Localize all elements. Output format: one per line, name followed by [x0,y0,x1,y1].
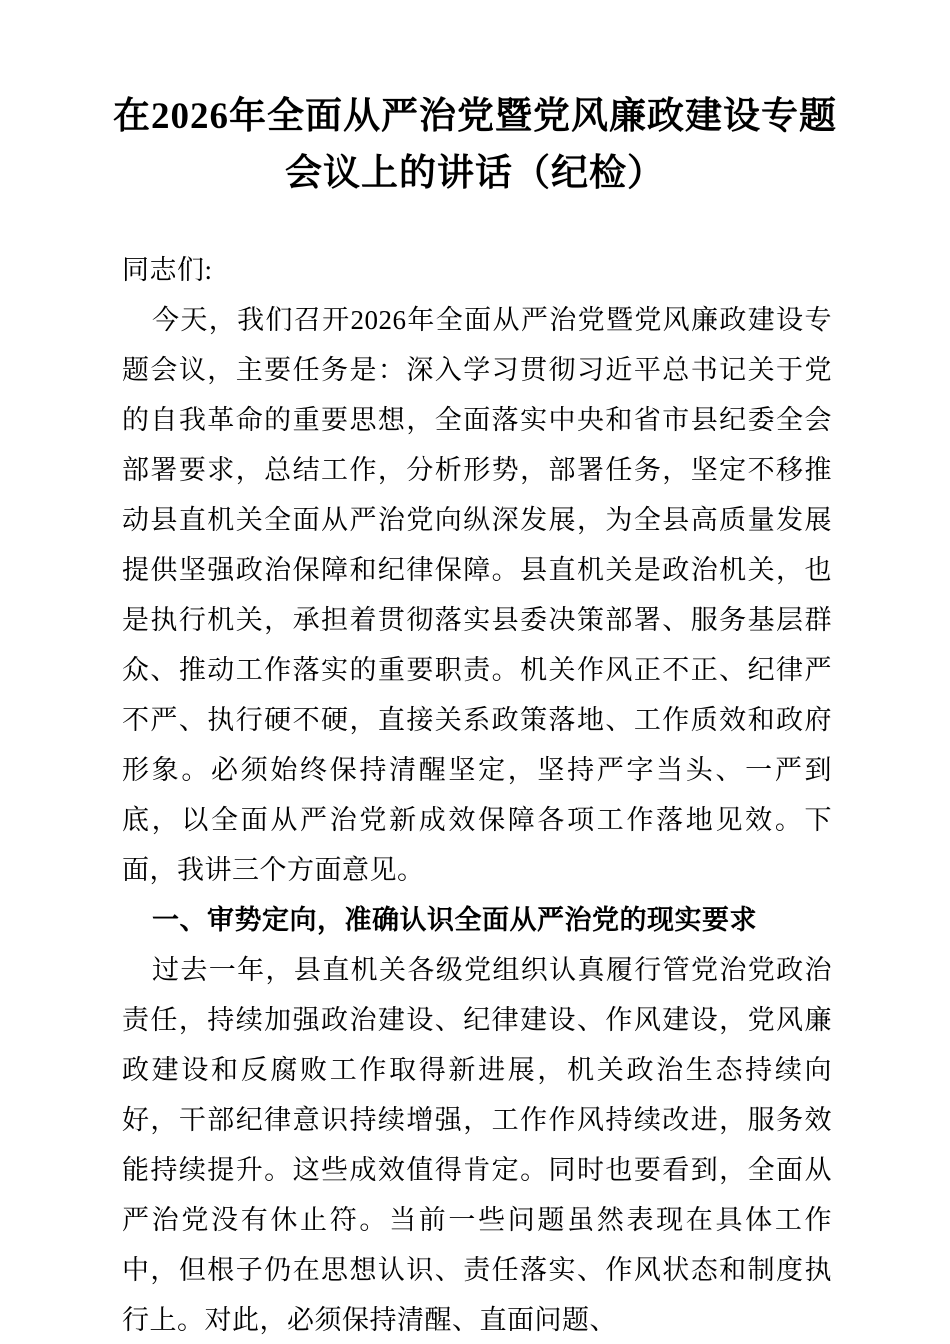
document-title [0,0,950,202]
document-title-line-2: 会议上的讲话（纪检） [285,153,665,194]
paragraph-opening: 今天，我们召开2026年全面从严治党暨党风廉政建设专题会议，主要任务是：深入学习贯彻习近平总书记关于党的自我革命的重要思想，全面落实中央和省市县纪委全会部署要求，总结工作，分析形势，部署任务，坚定不移推动县直机关全面从严治党向纵深发展，为全县高质量发展提供坚强政治保障和纪律保障。县直机关是政治机关，也是执行机关，承担着贯彻落实县委决策部署、服务基层群众、推动工作落实的重要职责。机关作风正不正、纪律严不严、执行硬不硬，直接关系政策落地、工作质效和政府形象。必须始终保持清醒坚定，坚持严字当头、一严到底，以全面从严治党新成效保障各项工作落地见效。下面，我讲三个方面意见。 [122,305,832,885]
salutation: 同志们: [122,255,213,285]
paragraph-section-1: 过去一年，县直机关各级党组织认真履行管党治党政治责任，持续加强政治建设、纪律建设、作风建设，党风廉政建设和反腐败工作取得新进展，机关政治生态持续向好，干部纪律意识持续增强，工作作风持续改进，服务效能持续提升。这些成效值得肯定。同时也要看到，全面从严治党没有休止符。当前一些问题虽然表现在具体工作中，但根子仍在思想认识、责任落实、作风状态和制度执行上。对此，必须保持清醒、直面问题、 [122,955,832,1335]
document-body [122,245,832,1344]
section-heading-1: 一、审势定向，准确认识全面从严治党的现实要求 [152,905,757,935]
document-title-line-1: 在2026年全面从严治党暨党风廉政建设专题 [113,96,837,137]
